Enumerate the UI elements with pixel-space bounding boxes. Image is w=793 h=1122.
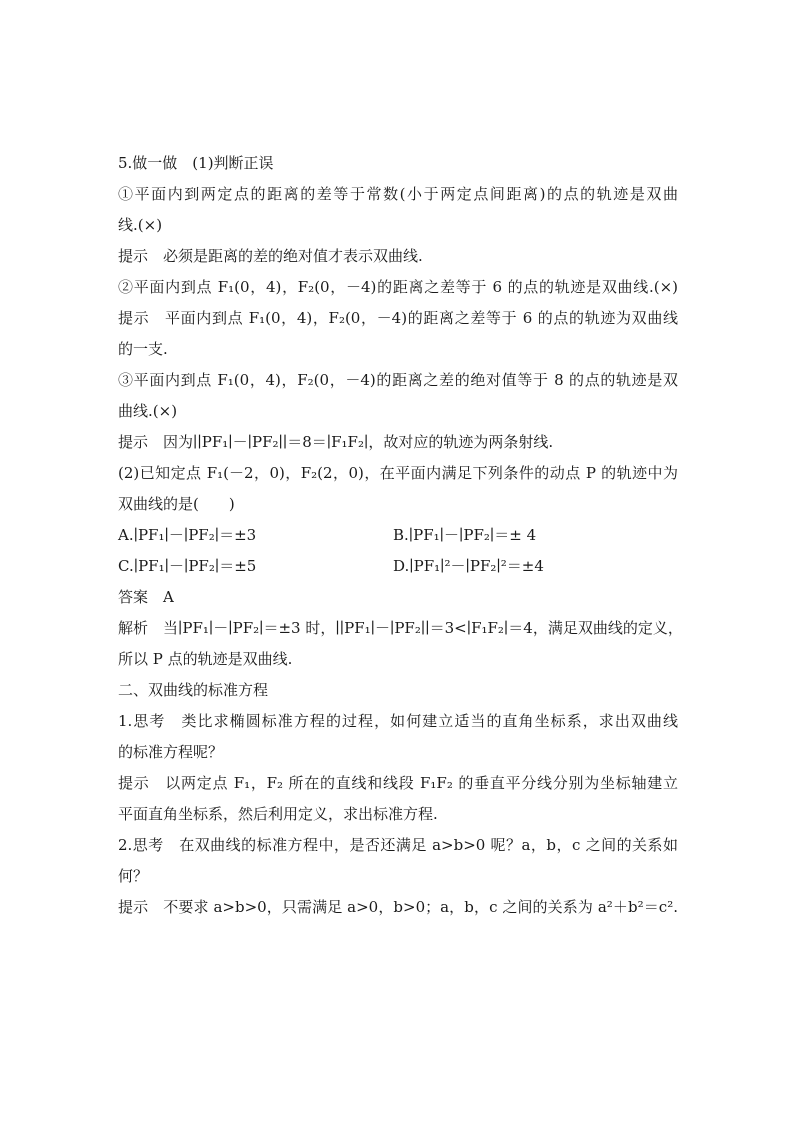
section-2-heading: 二、双曲线的标准方程 <box>118 681 269 699</box>
think-2: 2.思考 在双曲线的标准方程中，是否还满足 a>b>0 呢？a，b，c 之间的关系如 <box>118 836 678 854</box>
analysis: 解析 当∣PF₁∣－∣PF₂∣＝±3 时，∣∣PF₁∣－∣PF₂∣∣＝3<∣F₁F₂∣＝4，满足双曲线的定义， <box>118 619 683 637</box>
hint-3: 提示 因为∣∣PF₁∣－∣PF₂∣∣＝8＝∣F₁F₂∣，故对应的轨迹为两条射线. <box>118 433 554 451</box>
answer: 答案 A <box>118 588 174 606</box>
analysis-cont: 所以 P 点的轨迹是双曲线. <box>118 650 293 668</box>
options-row-2 <box>118 551 678 582</box>
statement-2: ②平面内到点 F₁(0，4)，F₂(0，－4)的距离之差等于 6 的点的轨迹是双曲线.(×) <box>118 278 678 296</box>
option-c: C.∣PF₁∣－∣PF₂∣＝±5 <box>118 557 257 575</box>
options-row-1 <box>118 520 678 551</box>
think-2-cont: 何？ <box>118 867 149 885</box>
option-d: D.∣PF₁∣²－∣PF₂∣²＝±4 <box>393 557 544 575</box>
option-a: A.∣PF₁∣－∣PF₂∣＝±3 <box>118 526 257 544</box>
statement-1: ①平面内到两定点的距离的差等于常数(小于两定点间距离)的点的轨迹是双曲 <box>118 185 678 203</box>
hint-2: 提示 平面内到点 F₁(0，4)，F₂(0，－4)的距离之差等于 6 的点的轨迹为双曲线 <box>118 309 678 327</box>
section-heading: 5.做一做 (1)判断正误 <box>118 154 274 172</box>
question-2: (2)已知定点 F₁(－2，0)，F₂(2，0)，在平面内满足下列条件的动点 P 的轨迹中为 <box>118 464 678 482</box>
hint-4-cont: 平面直角坐标系，然后利用定义，求出标准方程. <box>118 805 438 823</box>
statement-3: ③平面内到点 F₁(0，4)，F₂(0，－4)的距离之差的绝对值等于 8 的点的轨迹是双 <box>118 371 678 389</box>
hint-4: 提示 以两定点 F₁，F₂ 所在的直线和线段 F₁F₂ 的垂直平分线分别为坐标轴建立 <box>118 774 678 792</box>
option-b: B.∣PF₁∣－∣PF₂∣＝± 4 <box>393 526 537 544</box>
document-body <box>118 148 683 923</box>
statement-3-cont: 曲线.(×) <box>118 402 178 420</box>
hint-2-cont: 的一支. <box>118 340 168 358</box>
question-2-cont: 双曲线的是( ) <box>118 495 235 513</box>
think-1: 1.思考 类比求椭圆标准方程的过程，如何建立适当的直角坐标系，求出双曲线 <box>118 712 678 730</box>
statement-1-cont: 线.(×) <box>118 216 163 234</box>
hint-1: 提示 必须是距离的差的绝对值才表示双曲线. <box>118 247 423 265</box>
think-1-cont: 的标准方程呢？ <box>118 743 224 761</box>
hint-5: 提示 不要求 a>b>0，只需满足 a>0，b>0；a，b，c 之间的关系为 a²＋b²＝c². <box>118 898 678 916</box>
